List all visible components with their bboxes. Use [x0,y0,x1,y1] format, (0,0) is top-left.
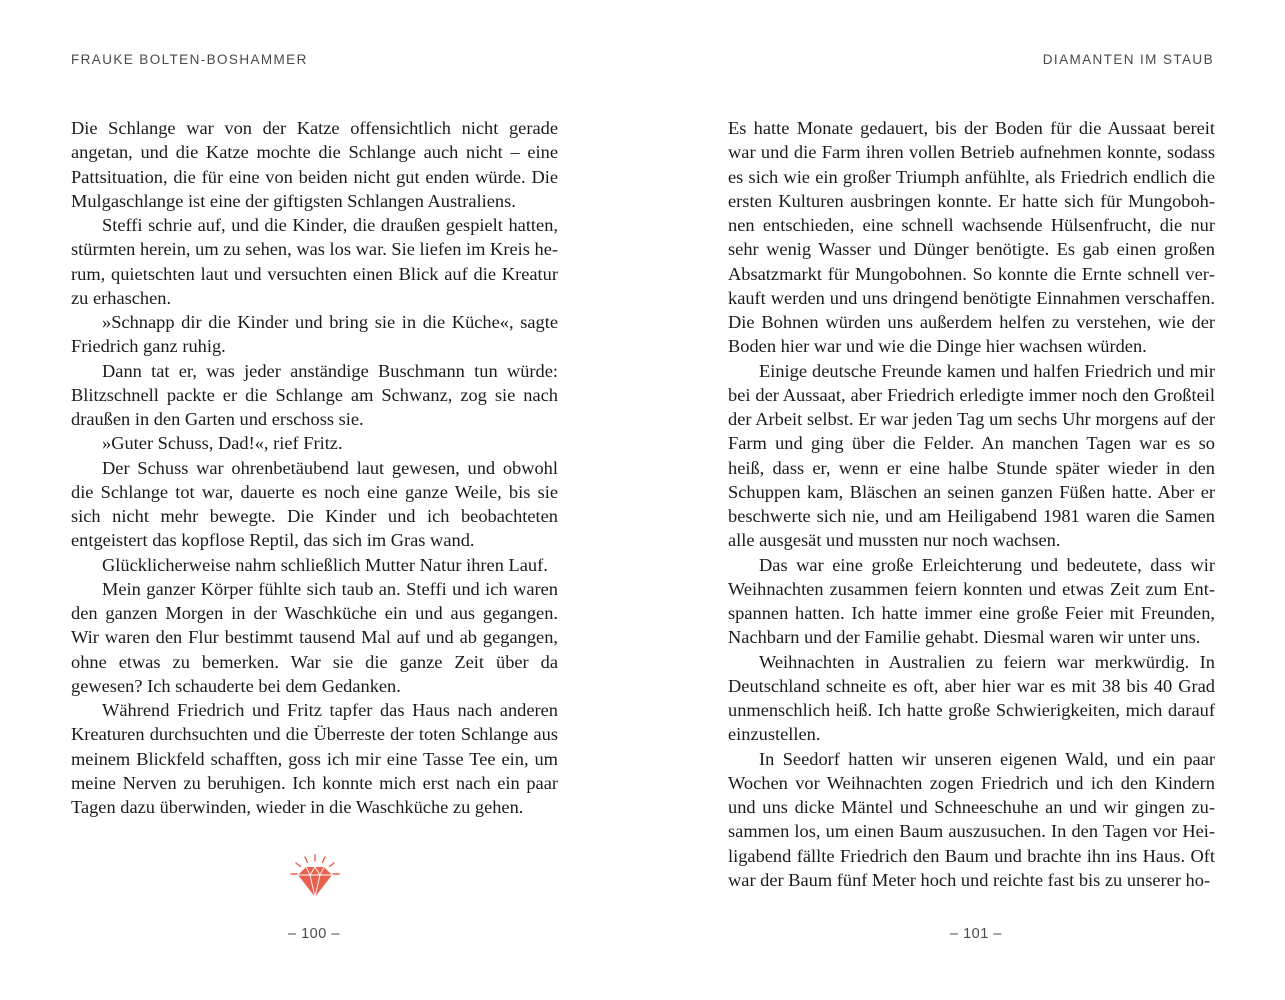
running-head-author: FRAUKE BOLTEN-BOSHAMMER [71,52,308,67]
paragraph: In Seedorf hatten wir unseren eigenen Wald, und ein paar Wochen vor Weihnachten zogen Friedrich und ich den Kindern und uns dicke Mäntel und Schneeschuhe an und wir gingen zusammen los, um einen Baum auszusuchen. In den Tagen vor Heiligabend fällte Friedrich den Baum und brachte ihn ins Haus. Oft war der Baum fünf Meter hoch und reichte fast bis zu unserer ho- [728,748,1215,890]
paragraph: Mein ganzer Körper fühlte sich taub an. Steffi und ich waren den ganzen Morgen in der Waschküche ein und aus gegangen. Wir waren den Flur bestimmt tausend Mal auf und ab gegangen, ohne etwas zu bemerken. War sie die ganze Zeit über da gewesen? Ich schauderte bei dem Gedanken. [71,578,558,696]
left-page [0,0,642,1000]
page-number: – 100 – [288,926,340,942]
paragraph: »Guter Schuss, Dad!«, rief Fritz. [102,433,343,454]
left-page-text [71,116,558,819]
running-head-title: DIAMANTEN IM STAUB [1042,52,1214,67]
paragraph: »Schnapp dir die Kinder und bring sie in die Küche«, sagte Friedrich ganz ruhig. [71,312,558,357]
paragraph: Weihnachten in Australien zu feiern war merkwürdig. In Deutschland schneite es oft, aber hier war es mit 38 bis 40 Grad unmenschlich heiß. Ich hatte große Schwierigkeiten, mich darauf einzustellen. [728,651,1215,745]
paragraph: Es hatte Monate gedauert, bis der Boden für die Aussaat bereit war und die Farm ihren vollen Betrieb aufnehmen konnte, sodass es sich wie ein großer Triumph anfühlte, als Friedrich endlich die ersten Kulturen ausbringen konnte. Er hatte sich für Mungobohnen entschieden, eine schnell wachsende Hülsenfrucht, die nur sehr wenig Wasser und Dünger benötigte. Es gab einen großen Absatzmarkt für Mungobohnen. So konnte die Ernte schnell verkauft werden und uns dringend benötigte Einnahmen verschaffen. Die Bohnen würden uns außerdem helfen zu verstehen, wie der Boden hier war und wie die Dinge hier wachsen würden. [728,118,1215,357]
right-page-text [728,116,1215,892]
right-page [642,0,1285,1000]
paragraph: Der Schuss war ohrenbetäubend laut gewesen, und obwohl die Schlange tot war, dauerte es noch eine ganze Weile, bis sie sich nicht mehr bewegte. Die Kinder und ich beobachteten entgeistert das kopflose Reptil, das sich im Gras wand. [71,457,558,551]
paragraph: Die Schlange war von der Katze offensichtlich nicht gerade angetan, und die Katze mochte die Schlange auch nicht – eine Pattsituation, die für eine von beiden nicht gut enden würde. Die Mulgaschlange ist eine der giftigsten Schlangen Australiens. [71,118,558,211]
paragraph: Während Friedrich und Fritz tapfer das Haus nach anderen Kreaturen durchsuchten und die Überreste der toten Schlange aus meinem Blickfeld schafften, goss ich mir eine Tasse Tee ein, um meine Nerven zu beruhigen. Ich konnte mich erst nach ein paar Tagen dazu überwinden, wieder in die Waschküche zu gehen. [71,700,558,817]
paragraph: Dann tat er, was jeder anständige Buschmann tun würde: Blitzschnell packte er die Schlange am Schwanz, zog sie nach draußen in den Garten und erschoss sie. [71,360,558,429]
paragraph: Steffi schrie auf, und die Kinder, die draußen gespielt hatten, stürmten herein, um zu sehen, was los war. Sie liefen im Kreis herum, quietschten laut und versuchten einen Blick auf die Kreatur zu erhaschen. [71,215,558,308]
paragraph: Glücklicherweise nahm schließlich Mutter Natur ihren Lauf. [102,554,548,575]
diamond-icon [289,853,341,901]
paragraph: Das war eine große Erleichterung und bedeutete, dass wir Weihnachten zusammen feiern konnten und etwas Zeit zum Entspannen hatten. Ich hatte immer eine große Feier mit Freunden, Nachbarn und der Familie gehabt. Diesmal waren wir unter uns. [728,554,1215,648]
page-number: – 101 – [950,926,1002,942]
paragraph: Einige deutsche Freunde kamen und halfen Friedrich und mir bei der Aussaat, aber Friedrich erledigte immer noch den Großteil der Arbeit selbst. Er war jeden Tag um sechs Uhr morgens auf der Farm und ging über die Felder. An manchen Tagen war es so heiß, dass er, wenn er eine halbe Stunde später wieder in den Schuppen kam, Bläschen an seinen ganzen Füßen hatte. Aber er beschwerte sich nie, und am Heiligabend 1981 waren die Samen alle ausgesät und mussten nur noch wachsen. [728,360,1215,551]
